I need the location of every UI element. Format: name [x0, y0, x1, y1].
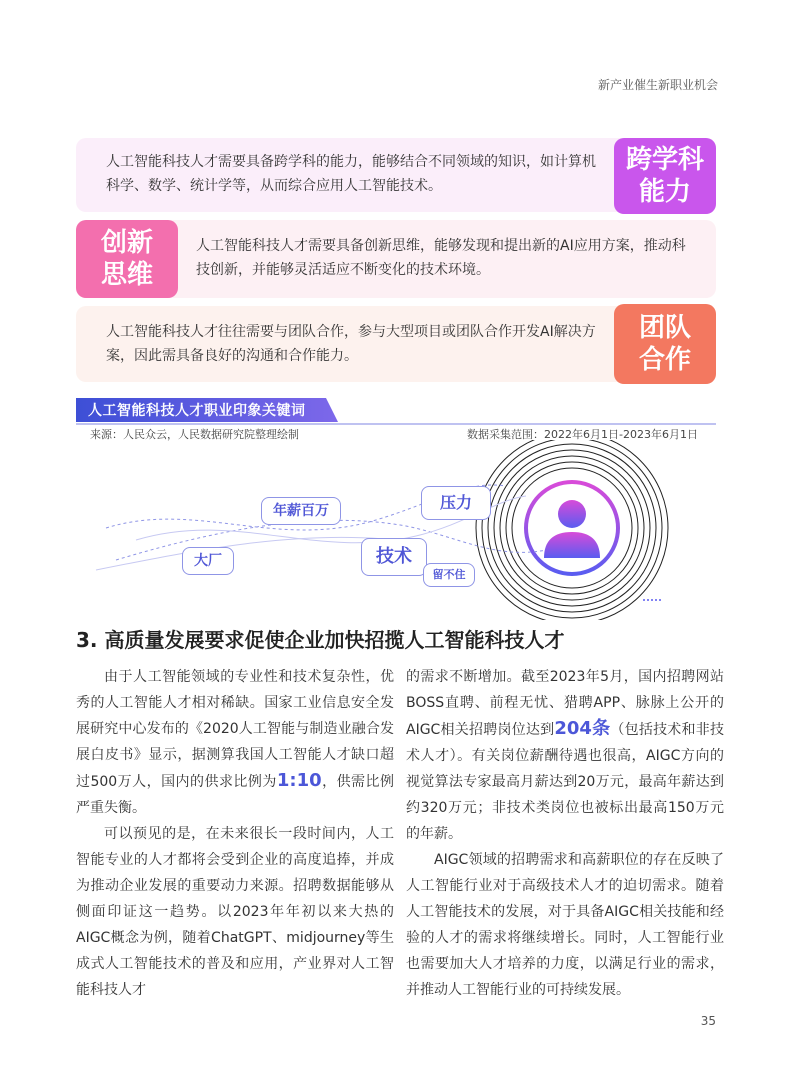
- badge-teamwork: [614, 304, 716, 384]
- keyword-pressure: 压力: [421, 486, 491, 520]
- badge-line: 创新: [100, 228, 153, 258]
- page-number: 35: [700, 1014, 716, 1028]
- highlight-ratio: 1:10: [276, 770, 322, 791]
- paragraph: [76, 664, 394, 821]
- figure-source: 来源：人民众云，人民数据研究院整理绘制: [90, 428, 299, 441]
- paragraph-text: （包括技术和非技术人才）。有关岗位薪酬待遇也很高，AIGC方向的视觉算法专家最高月薪达到20万元，最高年薪达到约320万元；非技术类岗位也被标出最高150万元的年薪。: [406, 722, 724, 842]
- highlight-count: 204条: [554, 718, 611, 739]
- keyword-technology: 技术: [361, 538, 427, 576]
- paragraph-text: 由于人工智能领域的专业性和技术复杂性，优秀的人工智能人才相对稀缺。国家工业信息安全发展研究中心发布的《2020人工智能与制造业融合发展白皮书》显示，据测算我国人工智能人才缺口超过500万人，国内的供求比例为: [76, 669, 394, 790]
- card-text: 人工智能科技人才需要具备跨学科的能力，能够结合不同领域的知识，如计算机科学、数学、统计学等，从而综合应用人工智能技术。: [106, 154, 596, 194]
- card-text: 人工智能科技人才往往需要与团队合作，参与大型项目或团队合作开发AI解决方案，因此需具备良好的沟通和合作能力。: [106, 324, 596, 364]
- badge-line: 团队: [638, 313, 691, 343]
- paragraph: AIGC领域的招聘需求和高薪职位的存在反映了人工智能行业对于高级技术人才的迫切需求。随着人工智能技术的发展，对于具备AIGC相关技能和经验的人才的需求将继续增长。同时，人工智能行业也需要加大人才培养的力度，以满足行业的需求，并推动人工智能行业的可持续发展。: [406, 852, 724, 998]
- figure-range: 数据采集范围：2022年6月1日-2023年6月1日: [467, 428, 698, 441]
- keyword-annual-salary: 年薪百万: [261, 497, 341, 525]
- keyword-retention: 留不住: [423, 563, 475, 587]
- paragraph: [406, 664, 724, 847]
- figure-rule: [76, 423, 716, 425]
- dots-decoration: [643, 599, 661, 601]
- badge-interdisciplinary: [614, 138, 716, 214]
- badge-innovation: [76, 220, 178, 298]
- left-column: [76, 664, 394, 1003]
- badge-line: 合作: [638, 345, 691, 375]
- card-text: 人工智能科技人才需要具备创新思维，能够发现和提出新的AI应用方案，推动科技创新，并能够灵活适应不断变化的技术环境。: [196, 238, 686, 278]
- badge-line: 跨学科: [625, 145, 704, 175]
- keyword-big-company: 大厂: [182, 547, 234, 575]
- paragraph: 可以预见的是，在未来很长一段时间内，人工智能专业的人才都将会受到企业的高度追捧，并成为推动企业发展的重要动力来源。招聘数据能够从侧面印证这一趋势。以2023年年初以来大热的AIGC概念为例，随着ChatGPT、midjourney等生成式人工智能技术的普及和应用，产业界对人工智能科技人才: [76, 826, 394, 998]
- badge-line: 思维: [100, 260, 153, 290]
- figure-title: 人工智能科技人才职业印象关键词: [88, 403, 306, 419]
- section-heading: 3. 高质量发展要求促使企业加快招揽人工智能科技人才: [76, 628, 565, 652]
- paragraph-text: ，供需比例严重失衡。: [76, 774, 394, 816]
- running-header: 新产业催生新职业机会: [597, 78, 718, 92]
- badge-line: 能力: [638, 177, 691, 207]
- paragraph-text: 的需求不断增加。截至2023年5月，国内招聘网站BOSS直聘、前程无忧、猎聘APP、脉脉上公开的AIGC相关招聘岗位达到: [406, 669, 724, 738]
- right-column: [406, 664, 724, 1003]
- keyword-illustration: [76, 440, 716, 620]
